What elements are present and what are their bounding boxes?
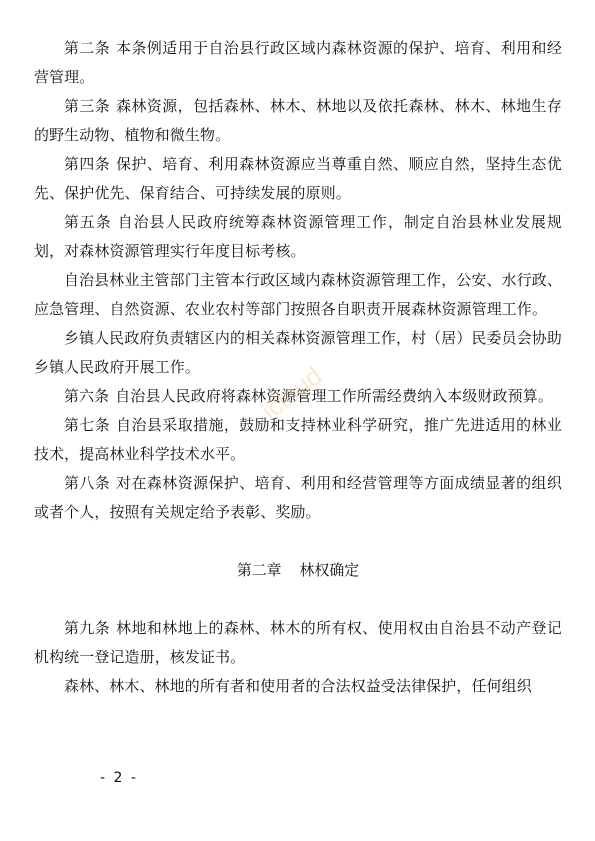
article-3-paragraph xyxy=(34,92,562,150)
article-text: 自治县人民政府将森林资源管理工作所需经费纳入本级财政预算。 xyxy=(115,387,553,405)
article-4-paragraph xyxy=(34,150,562,208)
article-6-paragraph xyxy=(34,382,562,411)
chapter-title: 林权确定 xyxy=(299,561,360,579)
article-9-paragraph xyxy=(34,614,562,672)
article-7-paragraph xyxy=(34,411,562,469)
watermark: icloud xyxy=(255,360,328,426)
forestry-department-paragraph xyxy=(34,266,562,324)
article-text: 保护、培育、利用森林资源应当尊重自然、顺应自然，坚持生态优先、保护优先、保育结合、可持续发展的原则。 xyxy=(34,155,562,202)
paragraph-text: 自治县林业主管部门主管本行政区域内森林资源管理工作，公安、水行政、应急管理、自然资源、农业农村等部门按照各自职责开展森林资源管理工作。 xyxy=(34,271,562,318)
paragraph-text: 乡镇人民政府负责辖区内的相关森林资源管理工作，村（居）民委员会协助乡镇人民政府开展工作。 xyxy=(34,329,562,376)
document-body xyxy=(34,34,562,701)
article-8-paragraph xyxy=(34,469,562,527)
ownership-rights-paragraph xyxy=(34,672,562,701)
paragraph-text: 森林、林木、林地的所有者和使用者的合法权益受法律保护，任何组织 xyxy=(64,677,532,695)
article-number: 第八条 xyxy=(64,474,111,492)
article-text: 自治县人民政府统筹森林资源管理工作，制定自治县林业发展规划，对森林资源管理实行年度目标考核。 xyxy=(34,213,562,260)
article-text: 对在森林资源保护、培育、利用和经营管理等方面成绩显著的组织或者个人，按照有关规定给予表彰、奖励。 xyxy=(34,474,562,521)
article-text: 林地和林地上的森林、林木的所有权、使用权由自治县不动产登记机构统一登记造册，核发证书。 xyxy=(34,619,562,666)
page-number: - 2 - xyxy=(100,770,138,786)
article-text: 森林资源，包括森林、林木、林地以及依托森林、林木、林地生存的野生动物、植物和微生物。 xyxy=(34,97,562,144)
article-number: 第二条 xyxy=(64,39,111,57)
article-text: 自治县采取措施，鼓励和支持林业科学研究，推广先进适用的林业技术，提高林业科学技术水平。 xyxy=(34,416,562,463)
article-5-paragraph xyxy=(34,208,562,266)
article-text: 本条例适用于自治县行政区域内森林资源的保护、培育、利用和经营管理。 xyxy=(34,39,562,86)
article-number: 第五条 xyxy=(64,213,112,231)
chapter-heading xyxy=(34,527,562,614)
township-government-paragraph xyxy=(34,324,562,382)
article-number: 第七条 xyxy=(64,416,111,434)
chapter-number: 第二章 xyxy=(236,561,282,579)
article-2-paragraph xyxy=(34,34,562,92)
article-number: 第九条 xyxy=(64,619,111,637)
article-number: 第四条 xyxy=(64,155,111,173)
article-number: 第六条 xyxy=(64,387,110,405)
article-number: 第三条 xyxy=(64,97,111,115)
